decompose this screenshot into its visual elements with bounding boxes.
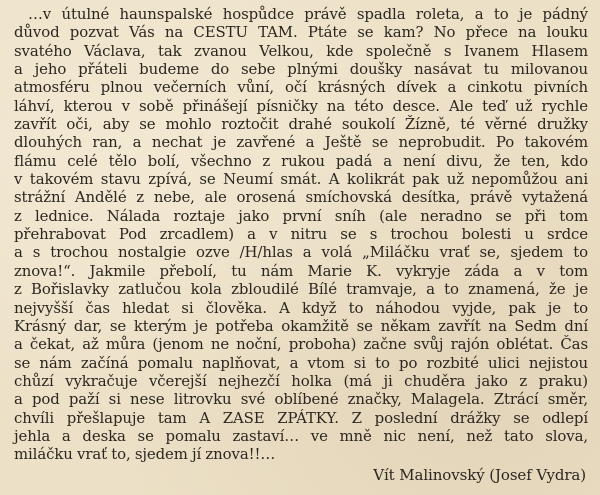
text-line: důvod pozvat Vás na CESTU TAM. Ptáte se kam? No přece na louku: [14, 23, 588, 42]
text-line: strážní Andělé z nebe, ale orosená smíchovská desítka, právě vytažená: [14, 188, 588, 207]
text-line: a s trochou nostalgie ozve /H/hlas a volá „Miláčku vrať se, sjedem to: [14, 243, 588, 262]
text-line: v takovém stavu zpívá, se Neumí smát. A kolikrát pak už nepomůžou ani: [14, 170, 588, 189]
text-line: se nám začíná pomalu naplňovat, a vtom si to po rozbité ulici nejistou: [14, 353, 588, 372]
author-signature: Vít Malinovský (Josef Vydra): [373, 466, 586, 484]
text-line: znova!“. Jakmile přebolí, tu nám Marie K. vykryje záda a v tom: [14, 261, 588, 280]
text-line: flámu celé tělo bolí, všechno z rukou padá a není divu, že ten, kdo: [14, 151, 588, 170]
text-line: chůzí vykračuje včerejší nejhezčí holka (má ji chuděra jako z praku): [14, 371, 588, 390]
text-line: a pod paží si nese litrovku své oblíbené značky, Malagela. Ztrácí směr,: [14, 390, 588, 409]
text-line: z lednice. Nálada roztaje jako první sníh (ale neradno se při tom: [14, 206, 588, 225]
text-line: chvíli přešlapuje tam A ZASE ZPÁTKY. Z poslední drážky se odlepí: [14, 408, 588, 427]
text-line: láhví, kterou v sobě přinášejí písničky na této desce. Ale teď už rychle: [14, 96, 588, 115]
text-line: svatého Václava, tak zvanou Velkou, kde společně s Ivanem Hlasem: [14, 41, 588, 60]
text-line: zavřít oči, aby se mohlo roztočit drahé soukolí Žízně, té věrné družky: [14, 115, 588, 134]
text-line: jehla a deska se pomalu zastaví… ve mně nic není, než tato slova,: [14, 426, 588, 445]
text-line: Krásný dar, se kterým je potřeba okamžitě se někam zavřít na Sedm dní: [14, 316, 588, 335]
text-line: nejvyšší čas hledat si člověka. A když to náhodou vyjde, pak je to: [14, 298, 588, 317]
text-line: atmosféru plnou večerních vůní, očí krásných dívek a cinkotu pivních: [14, 78, 588, 97]
text-line: přehrabovat Pod zrcadlem) a v nitru se s trochou bolesti u srdce: [14, 225, 588, 244]
article-body: [14, 5, 588, 464]
text-line: a čekat, až můra (jenom ne noční, proboha) začne svůj rajón oblétat. Čas: [14, 335, 588, 354]
text-line: a jeho přáteli budeme do sebe plnými doušky nasávat tu milovanou: [14, 60, 588, 79]
text-line: z Bořislavky zatlučou kola zbloudilé Bílé tramvaje, a to znamená, že je: [14, 280, 588, 299]
text-line: miláčku vrať to, sjedem jí znova!!…: [14, 445, 276, 464]
text-line: dlouhých ran, a nechat je zavřené a Ještě se neprobudit. Po takovém: [14, 133, 588, 152]
text-line: …v útulné haunspalské hospůdce právě spadla roleta, a to je pádný: [28, 5, 588, 23]
